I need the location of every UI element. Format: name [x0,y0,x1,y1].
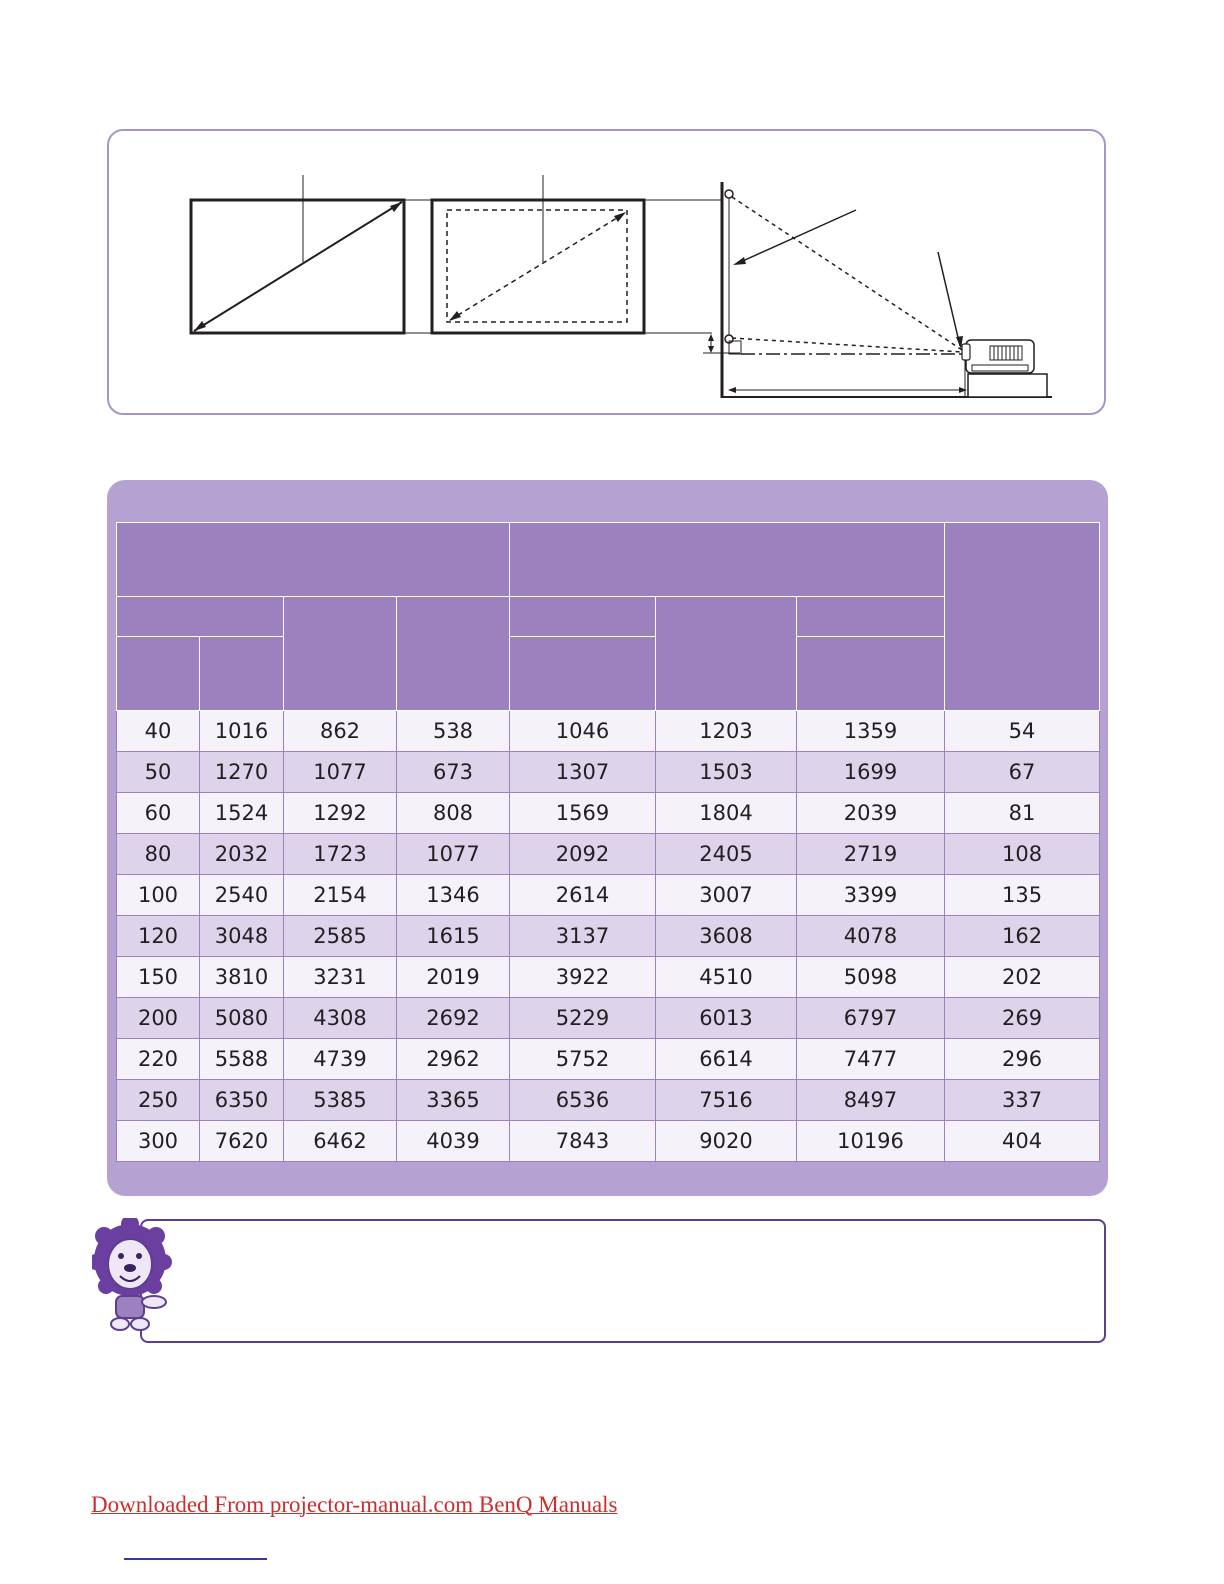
cell-diagonal-mm: 1524 [200,793,284,834]
cell-max-distance: 5098 [797,957,945,998]
cell-vertical-offset: 54 [945,711,1100,752]
cell-diagonal-inch: 120 [117,916,200,957]
cell-height-mm: 2962 [397,1039,510,1080]
cell-diagonal-inch: 250 [117,1080,200,1121]
header-diagonal-mm [200,637,284,711]
cell-height-mm: 1346 [397,875,510,916]
header-max-distance [797,597,945,637]
cell-average-distance: 2405 [656,834,797,875]
table-row [117,1121,1100,1162]
table-row [117,1039,1100,1080]
cell-width-mm: 2585 [284,916,397,957]
cell-vertical-offset: 108 [945,834,1100,875]
cell-min-distance: 5752 [510,1039,656,1080]
cell-min-distance: 3137 [510,916,656,957]
cell-average-distance: 1203 [656,711,797,752]
header-min-zoom [510,637,656,711]
header-projection-distance [510,523,945,597]
cell-height-mm: 3365 [397,1080,510,1121]
cell-max-distance: 6797 [797,998,945,1039]
table-row [117,834,1100,875]
cell-max-distance: 7477 [797,1039,945,1080]
screen-pointer-arrow [736,210,856,264]
cell-min-distance: 5229 [510,998,656,1039]
cell-average-distance: 4510 [656,957,797,998]
note-box [140,1219,1106,1343]
cell-min-distance: 2092 [510,834,656,875]
table-row [117,998,1100,1039]
cell-diagonal-mm: 1016 [200,711,284,752]
footer-divider [124,1558,267,1560]
projected-image-diagonal [450,213,625,320]
header-height [397,597,510,711]
cell-max-distance: 1699 [797,752,945,793]
cell-vertical-offset: 202 [945,957,1100,998]
cell-vertical-offset: 162 [945,916,1100,957]
cell-diagonal-inch: 60 [117,793,200,834]
cell-width-mm: 6462 [284,1121,397,1162]
cell-average-distance: 9020 [656,1121,797,1162]
cell-min-distance: 1307 [510,752,656,793]
cell-max-distance: 2039 [797,793,945,834]
cell-width-mm: 4739 [284,1039,397,1080]
cell-diagonal-inch: 300 [117,1121,200,1162]
cell-max-distance: 3399 [797,875,945,916]
cell-diagonal-mm: 7620 [200,1121,284,1162]
projection-ray-bottom [732,338,962,352]
cell-average-distance: 3608 [656,916,797,957]
cell-vertical-offset: 269 [945,998,1100,1039]
cell-average-distance: 6614 [656,1039,797,1080]
projection-ray-top [732,197,962,350]
cell-height-mm: 673 [397,752,510,793]
cell-diagonal-inch: 150 [117,957,200,998]
cell-width-mm: 2154 [284,875,397,916]
cell-width-mm: 1292 [284,793,397,834]
cell-max-distance: 10196 [797,1121,945,1162]
cell-diagonal-mm: 1270 [200,752,284,793]
header-diagonal-inch [117,637,200,711]
cell-diagonal-inch: 80 [117,834,200,875]
cell-diagonal-mm: 3810 [200,957,284,998]
cell-min-distance: 1569 [510,793,656,834]
cell-diagonal-mm: 2032 [200,834,284,875]
header-screen-dimensions [117,523,510,597]
projection-diagram [0,0,1224,430]
cell-width-mm: 3231 [284,957,397,998]
header-min-distance [510,597,656,637]
cell-diagonal-inch: 200 [117,998,200,1039]
lion-mascot-icon [92,1218,174,1332]
cell-diagonal-mm: 5080 [200,998,284,1039]
cell-vertical-offset: 296 [945,1039,1100,1080]
projector-icon [962,340,1034,373]
cell-width-mm: 1723 [284,834,397,875]
table-row [117,711,1100,752]
cell-diagonal-inch: 40 [117,711,200,752]
table-row [117,916,1100,957]
cell-diagonal-inch: 220 [117,1039,200,1080]
screen-diagonal-arrow [194,202,402,331]
header-width [284,597,397,711]
cell-diagonal-inch: 100 [117,875,200,916]
cell-average-distance: 3007 [656,875,797,916]
cell-vertical-offset: 337 [945,1080,1100,1121]
cell-average-distance: 7516 [656,1080,797,1121]
cell-diagonal-inch: 50 [117,752,200,793]
cell-average-distance: 1503 [656,752,797,793]
cell-diagonal-mm: 6350 [200,1080,284,1121]
cell-width-mm: 862 [284,711,397,752]
cell-diagonal-mm: 2540 [200,875,284,916]
cell-min-distance: 3922 [510,957,656,998]
cell-vertical-offset: 81 [945,793,1100,834]
cell-height-mm: 4039 [397,1121,510,1162]
table-row [117,752,1100,793]
cell-diagonal-mm: 5588 [200,1039,284,1080]
cell-vertical-offset: 67 [945,752,1100,793]
cell-height-mm: 1077 [397,834,510,875]
table-row [117,1080,1100,1121]
cell-max-distance: 4078 [797,916,945,957]
cell-width-mm: 4308 [284,998,397,1039]
cell-width-mm: 5385 [284,1080,397,1121]
projection-dimensions-table [116,522,1100,1162]
cell-vertical-offset: 135 [945,875,1100,916]
table-row [117,793,1100,834]
cell-vertical-offset: 404 [945,1121,1100,1162]
cell-width-mm: 1077 [284,752,397,793]
lens-pointer-arrow [938,252,960,346]
cell-height-mm: 1615 [397,916,510,957]
cell-height-mm: 2692 [397,998,510,1039]
header-vertical-offset [945,523,1100,711]
footer-download-link[interactable]: Downloaded From projector-manual.com BenQ Manuals [91,1492,618,1517]
cell-max-distance: 2719 [797,834,945,875]
header-max-zoom [797,637,945,711]
cell-height-mm: 808 [397,793,510,834]
table-body [117,711,1100,1162]
cell-min-distance: 6536 [510,1080,656,1121]
cell-diagonal-mm: 3048 [200,916,284,957]
cell-min-distance: 1046 [510,711,656,752]
header-diagonal [117,597,284,637]
projector-table [968,374,1047,397]
cell-average-distance: 1804 [656,793,797,834]
cell-average-distance: 6013 [656,998,797,1039]
cell-height-mm: 538 [397,711,510,752]
cell-max-distance: 8497 [797,1080,945,1121]
header-average [656,597,797,711]
cell-min-distance: 7843 [510,1121,656,1162]
cell-min-distance: 2614 [510,875,656,916]
cell-max-distance: 1359 [797,711,945,752]
table-row [117,957,1100,998]
table-row [117,875,1100,916]
cell-height-mm: 2019 [397,957,510,998]
